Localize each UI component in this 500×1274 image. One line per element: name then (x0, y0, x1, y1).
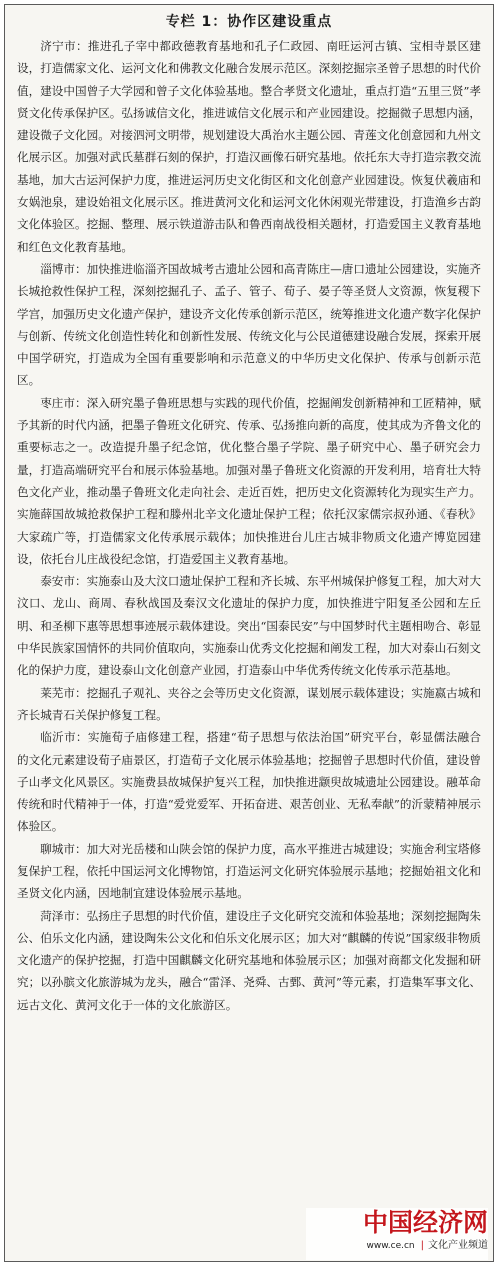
paragraph-zibo (17, 258, 481, 392)
site-logo-name: 中国经济网 (362, 1208, 488, 1237)
paragraph-laiwu (17, 682, 481, 727)
paragraph-text: 实施荀子庙修建工程，搭建“荀子思想与依法治国”研究平台，彰显儒法融合的文化元素建设荀子庙景区，打造荀子文化展示体验基地；挖掘曾子思想时代价值，建设曾子山孝文化风景区。实施费县故城保护复兴工程，加快推进颛臾故城遗址公园建设。融革命传统和时代精神于一体，打造“爱党爱军、开拓奋进、艰苦创业、无私奉献”的沂蒙精神展示体验区。 (17, 730, 482, 834)
paragraph-heze (17, 905, 481, 1016)
site-logo-subline (306, 1238, 488, 1254)
city-label: 枣庄市： (40, 395, 87, 410)
city-label: 淄博市： (40, 261, 87, 276)
paragraph-zaozhuang (17, 392, 481, 570)
paragraph-liaocheng (17, 838, 481, 905)
site-url: www.ce.cn (366, 1241, 415, 1251)
city-label: 莱芜市： (40, 685, 87, 700)
city-label: 泰安市： (40, 574, 87, 589)
paragraph-text: 弘扬庄子思想的时代价值，建设庄子文化研究交流和体验基地；深刻挖掘陶朱公、伯乐文化内涵，建设陶朱公文化和伯乐文化展示区；加大对“麒麟的传说”国家级非物质文化遗产的保护挖掘，打造中国麒麟文化研究基地和体验展示区；加强对商都文化发掘和研究；以孙膑文化旅游城为龙头，融合“雷泽、尧舜、古鄄、黄河”等元素，打造集军事文化、远古文化、黄河文化于一体的文化旅游区。 (17, 908, 482, 1012)
paragraph-text: 挖掘孔子观礼、夹谷之会等历史文化资源，谋划展示载体建设；实施嬴古城和齐长城青石关保护修复工程。 (17, 685, 481, 722)
document-panel (4, 4, 494, 1262)
city-label: 临沂市： (40, 730, 88, 745)
paragraph-text: 深入研究墨子鲁班思想与实践的现代价值，挖掘阐发创新精神和工匠精神，赋予其新的时代内涵，把墨子鲁班文化研究、传承、弘扬推向新的高度，使其成为齐鲁文化的重要标志之一。改造提升墨子纪念馆，优化整合墨子学院、墨子研究中心、墨子研究会力量，打造高端研究平台和展示体验基地。加强对墨子鲁班文化资源的开发利用，培育壮大特色文化产业，推动墨子鲁班文化走向社会、走近百姓，把历史文化资源转化为现实生产力。实施薛国故城抢救保护工程和滕州北辛文化遗址保护工程；依托汉家儒宗叔孙通、《春秋》大家疏广等，打造儒家文化传承展示载体；加快推进台儿庄古城非物质文化遗产博览园建设，依托台儿庄战役纪念馆，打造爱国主义教育基地。 (17, 395, 481, 566)
paragraph-text: 加大对光岳楼和山陕会馆的保护力度，高水平推进古城建设；实施舍利宝塔修复保护工程，依托中国运河文化博物馆，打造运河文化研究体验展示基地；挖掘始祖文化和圣贤文化内涵，因地制宜建设体验展示基地。 (17, 841, 481, 901)
site-watermark-logo (306, 1208, 488, 1260)
paragraph-linyi (17, 726, 481, 837)
paragraph-jining (17, 35, 481, 258)
paragraph-text: 推进孔子宰中都政德教育基地和孔子仁政园、南旺运河古镇、宝相寺景区建设，打造儒家文化、运河文化和佛教文化融合发展示范区。深刻挖掘宗圣曾子思想的时代价值，建设中国曾子大学园和曾子文化体验基地。整合孝贤文化遗址，重点打造“五里三贤”孝贤文化传承保护区。弘扬诚信文化，推进诚信文化展示和产业园建设。挖掘微子思想内涵，建设微子文化园。对接泗河文明带，规划建设大禹治水主题公园、青莲文化创意园和九州文化展示区。加强对武氏墓群石刻的保护，打造汉画像石研究基地。依托东大寺打造宗教交流基地，加大古运河保护力度，推进运河历史文化街区和文化创意产业园建设。恢复伏羲庙和女娲池泉，建设始祖文化展示区。推进黄河文化和运河文化休闲观光带建设，打造渔乡古韵文化体验区。挖掘、整理、展示铁道游击队和鲁西南战役相关题材，打造爱国主义教育基地和红色文化教育基地。 (17, 39, 482, 254)
city-label: 菏泽市： (40, 908, 87, 923)
city-label: 聊城市： (40, 841, 87, 856)
channel-name: 文化产业频道 (428, 1240, 488, 1251)
paragraph-taian (17, 570, 481, 681)
city-label: 济宁市： (40, 39, 88, 53)
divider-bar-icon: | (420, 1240, 424, 1251)
column-body (5, 31, 493, 1016)
paragraph-text: 实施泰山及大汶口遗址保护工程和齐长城、东平州城保护修复工程，加大对大汶口、龙山、商周、春秋战国及秦汉文化遗址的保护力度，加快推进宁阳复圣公园和左丘明、和圣柳下惠等思想事迹展示载体建设。突出“国泰民安”与中国梦时代主题相吻合、彰显中华民族家国情怀的共同价值取向，实施泰山优秀文化挖掘和阐发工程，加大对泰山石刻文化的保护力度，建设泰山文化创意产业园，打造泰山中华优秀传统文化传承示范基地。 (17, 574, 482, 678)
paragraph-text: 加快推进临淄齐国故城考古遗址公园和高青陈庄—唐口遗址公园建设，实施齐长城抢救性保护工程，深刻挖掘孔子、孟子、管子、荀子、晏子等圣贤人文资源，恢复稷下学宫，加强历史文化遗产保护，建设齐文化传承创新示范区，统筹推进文化遗产数字化保护与创新、传统文化创造性转化和创新性发展、传统文化与公民道德建设融合发展，探索开展中国学研究，打造成为全国有重要影响和示范意义的中华历史文化保护、传承与创新示范区。 (17, 261, 481, 388)
column-title: 专栏 1：协作区建设重点 (165, 14, 333, 30)
